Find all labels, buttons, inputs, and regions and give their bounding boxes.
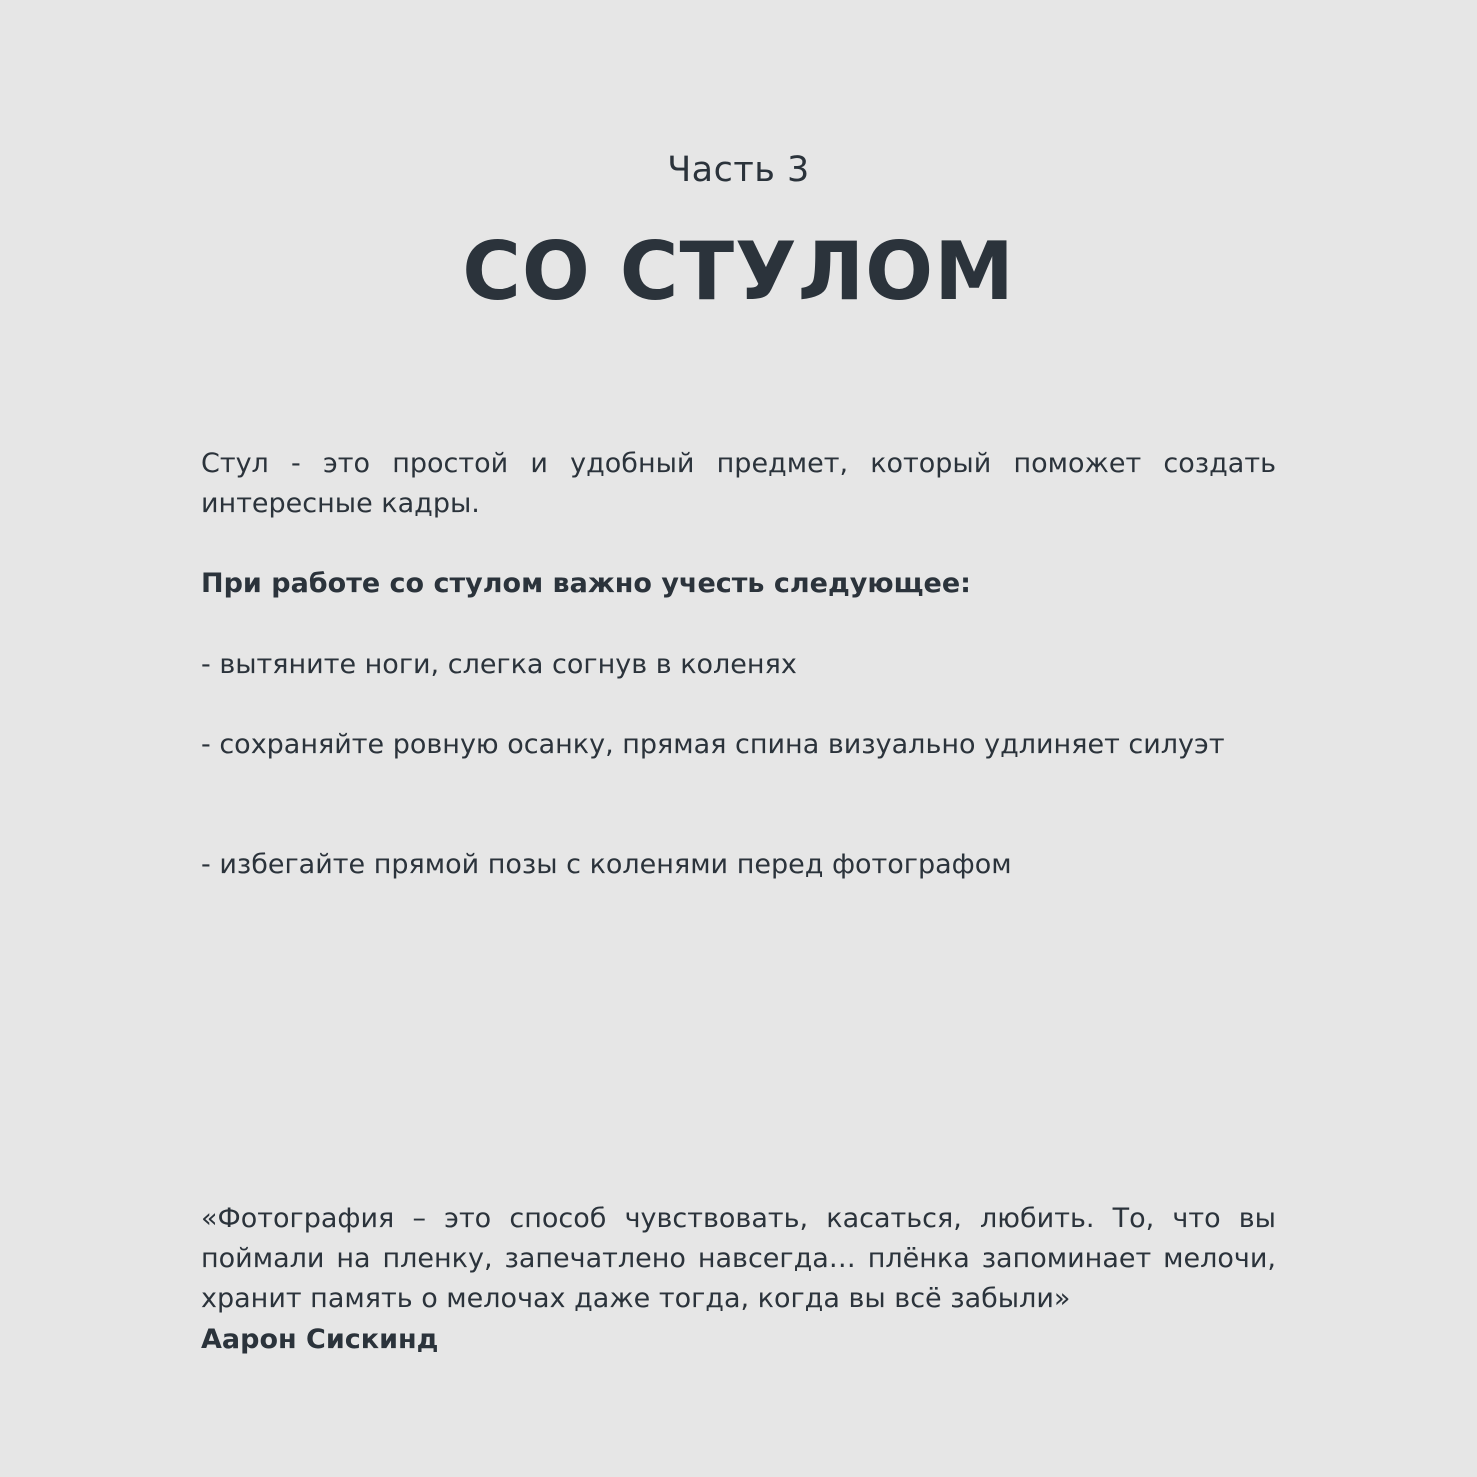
quote-author: Аарон Сискинд <box>201 1324 439 1355</box>
tips-heading: При работе со стулом важно учесть следующее: <box>201 568 971 599</box>
page-title: СО СТУЛОМ <box>462 225 1015 318</box>
tip-item: - избегайте прямой позы с коленями перед фотографом <box>201 849 1012 880</box>
intro-paragraph: Стул - это простой и удобный предмет, который поможет создать интересные кадры. <box>201 448 1276 519</box>
quote-text: «Фотография – это способ чувствовать, касаться, любить. То, что вы поймали на пленку, запечатлено навсегда… плёнка запоминает мелочи, хранит память о мелочах даже тогда, когда вы всё забыли» <box>201 1203 1276 1314</box>
part-label: Часть 3 <box>667 150 810 190</box>
tip-item: - сохраняйте ровную осанку, прямая спина визуально удлиняет силуэт <box>201 729 1225 760</box>
tip-item: - вытяните ноги, слегка согнув в коленях <box>201 649 797 680</box>
